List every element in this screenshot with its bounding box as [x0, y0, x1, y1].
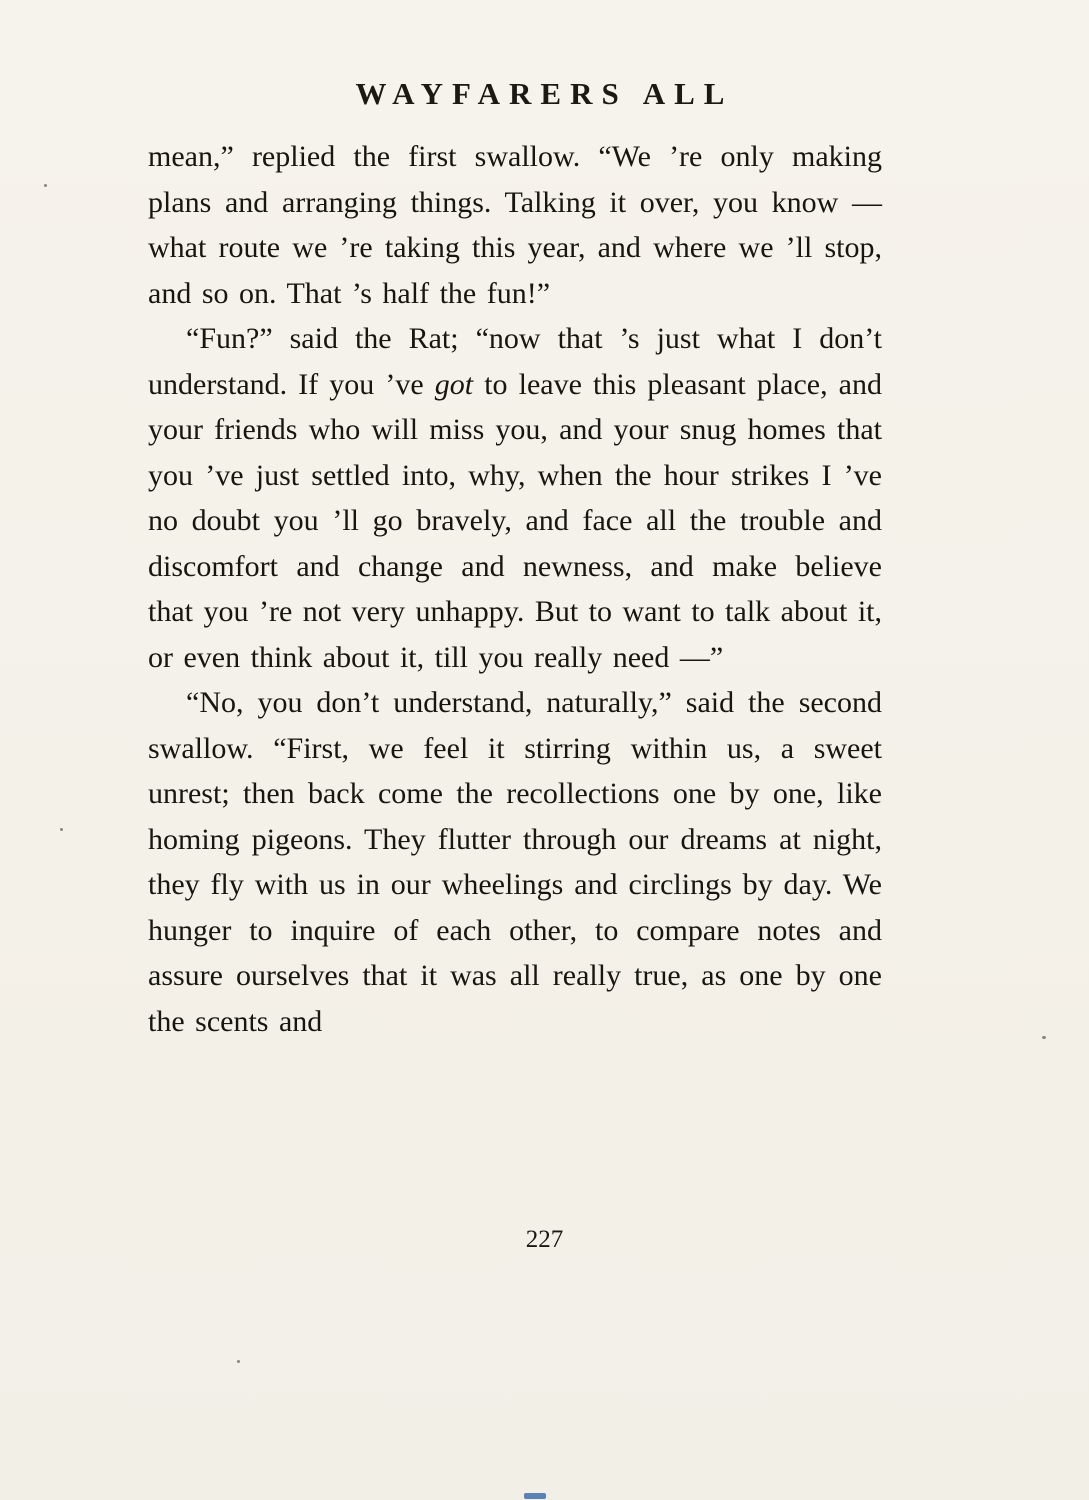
paragraph-2-italic-word: got — [434, 367, 474, 401]
text-block — [148, 134, 882, 1044]
paragraph-2-text: “Fun?” said the Rat; “now that ’s just what I don’t understand. If you ’ve — [148, 322, 882, 401]
scan-mark — [524, 1493, 546, 1499]
scan-speck — [44, 184, 47, 187]
scan-speck — [1042, 1036, 1046, 1039]
scan-speck — [60, 828, 63, 831]
paragraph-2 — [148, 316, 882, 680]
paragraph-3: “No, you don’t understand, naturally,” said the second swallow. “First, we feel it stirring within us, a sweet unrest; then back come the recollections one by one, like homing pigeons. They flutter through our dreams at night, they fly with us in our wheelings and circlings by day. We hunger to inquire of each other, to compare notes and assure ourselves that it was all really true, as one by one the scents and — [148, 686, 882, 1038]
paragraph-2-text-cont: to leave this pleasant place, and your friends who will miss you, and your snug homes that you ’ve just settled into, why, when the hour strikes I ’ve no doubt you ’ll go bravely, and face all the trouble and discomfort and change and newness, and make believe that you ’re not very unhappy. But to want to talk about it, or even think about it, till you really need —” — [148, 367, 882, 674]
scan-speck — [237, 1360, 240, 1363]
paragraph-1: mean,” replied the first swallow. “We ’re only making plans and arranging things. Talking it over, you know — what route we ’re taking this year, and where we ’ll stop, and so on. That ’s half the fun!” — [148, 140, 882, 310]
running-head: WAYFARERS ALL — [355, 76, 734, 111]
page-number: 227 — [525, 1226, 564, 1253]
